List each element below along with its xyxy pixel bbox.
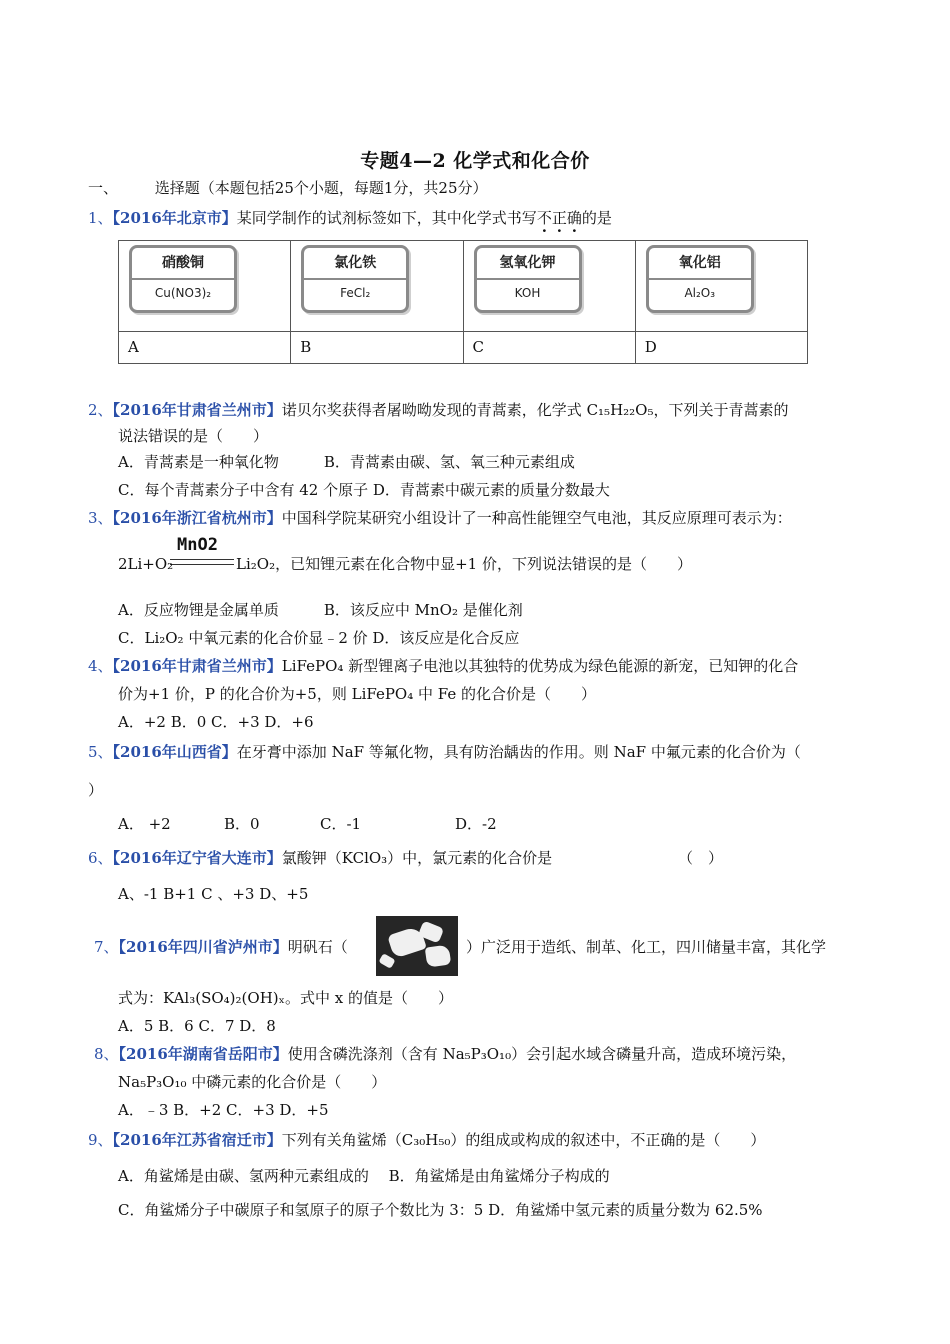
option-letter: C — [463, 332, 635, 364]
option-line: A．反应物锂是金属单质 B．该反应中 MnO₂ 是催化剂 — [118, 601, 523, 619]
question-text: 的是 — [581, 209, 612, 227]
emphasis-char: 正 — [551, 209, 567, 227]
question-2 — [88, 400, 789, 420]
equation-line — [170, 559, 234, 560]
option-line: A．+2 B．0 C．+3 D．+6 — [118, 713, 314, 731]
reagent-label — [474, 245, 582, 313]
question-number: 7、 — [94, 938, 119, 956]
question-source: 【2016年浙江省杭州市】 — [112, 509, 282, 527]
reagent-label-table — [118, 240, 808, 364]
question-text: 式为：KAl₃(SO₄)₂(OH)ₓ。式中 x 的值是（ ） — [118, 989, 453, 1007]
question-text: 下列有关角鲨烯（C₃₀H₅₀）的组成或构成的叙述中，不正确的是（ ） — [281, 1131, 766, 1149]
rock-fragment — [425, 944, 452, 967]
question-6 — [88, 848, 552, 868]
question-number: 3、 — [88, 509, 113, 527]
question-text: 明矾石（ — [287, 938, 348, 956]
reagent-formula: KOH — [514, 286, 541, 300]
label-cell — [463, 241, 635, 332]
question-number: 8、 — [94, 1045, 119, 1063]
option-d: D．-2 — [455, 815, 497, 833]
question-number: 6、 — [88, 849, 113, 867]
section-heading — [88, 178, 488, 198]
equation-left: 2Li+O₂ — [118, 555, 174, 573]
rock-fragment — [378, 953, 395, 969]
question-source: 【2016年甘肃省兰州市】 — [112, 657, 282, 675]
reagent-formula: Cu(NO3)₂ — [154, 286, 212, 300]
question-text: 中国科学院某研究小组设计了一种高性能锂空气电池，其反应原理可表示为： — [281, 509, 792, 527]
question-number: 1、 — [88, 209, 113, 227]
question-4 — [88, 656, 798, 676]
answer-blank: （ ） — [678, 849, 724, 867]
question-source: 【2016年江苏省宿迁市】 — [112, 1131, 282, 1149]
option-c: C．-1 — [320, 815, 362, 833]
equation-line — [170, 564, 234, 565]
option-line: C．Li₂O₂ 中氧元素的化合价显﹣2 价 D．该反应是化合反应 — [118, 629, 520, 647]
question-3 — [88, 508, 792, 528]
question-source: 【2016年北京市】 — [112, 209, 237, 227]
question-number: 2、 — [88, 401, 113, 419]
question-number: 9、 — [88, 1131, 113, 1149]
label-cell — [291, 241, 463, 332]
option-letter: A — [119, 332, 291, 364]
question-text: 在牙膏中添加 NaF 等氟化物，具有防治龋齿的作用。则 NaF 中氟元素的化合价为（ — [236, 743, 801, 761]
question-9 — [88, 1130, 765, 1150]
reagent-name: 氢氧化钾 — [477, 248, 579, 280]
option-line: A．青蒿素是一种氧化物 B．青蒿素由碳、氢、氧三种元素组成 — [118, 453, 575, 471]
question-7 — [94, 937, 348, 957]
question-8 — [94, 1044, 796, 1064]
reagent-formula: Al₂O₃ — [684, 286, 716, 300]
catalyst-label: MnO2 — [177, 535, 218, 555]
option-letter: B — [291, 332, 463, 364]
question-text: 诺贝尔奖获得者屠呦呦发现的青蒿素，化学式 C₁₅H₂₂O₅，下列关于青蒿素的 — [281, 401, 789, 419]
option-line: A、-1 B+1 C 、+3 D、+5 — [118, 885, 309, 903]
option-b: B．0 — [224, 815, 260, 833]
reagent-name: 硝酸铜 — [132, 248, 234, 280]
question-source: 【2016年山西省】 — [112, 743, 237, 761]
option-line: C．角鲨烯分子中碳原子和氢原子的原子个数比为 3：5 D．角鲨烯中氢元素的质量分数为 62.5% — [118, 1201, 763, 1219]
option-line: A．﹣3 B．+2 C．+3 D．+5 — [118, 1101, 329, 1119]
question-number: 5、 — [88, 743, 113, 761]
question-1 — [88, 208, 612, 228]
option-line: A．5 B．6 C．7 D．8 — [118, 1017, 276, 1035]
label-cell — [635, 241, 807, 332]
equation-right: Li₂O₂，已知锂元素在化合物中显+1 价，下列说法错误的是（ ） — [236, 555, 692, 573]
page-title: 专题4—2 化学式和化合价 — [360, 150, 590, 172]
question-text: ） — [88, 781, 104, 799]
section-text: 选择题（本题包括25个小题，每题1分，共25分） — [154, 179, 488, 197]
question-text: 价为+1 价，P 的化合价为+5，则 LiFePO₄ 中 Fe 的化合价是（ ） — [118, 685, 597, 703]
reagent-formula: FeCl₂ — [340, 286, 371, 300]
question-source: 【2016年辽宁省大连市】 — [112, 849, 282, 867]
reagent-label — [646, 245, 754, 313]
question-text: 说法错误的是（ ） — [118, 427, 269, 445]
question-text: 某同学制作的试剂标签如下，其中化学式书写 — [236, 209, 537, 227]
option-line: A．角鲨烯是由碳、氢两种元素组成的 B．角鲨烯是由角鲨烯分子构成的 — [118, 1167, 610, 1185]
reagent-label — [129, 245, 237, 313]
question-text: Na₅P₃O₁₀ 中磷元素的化合价是（ ） — [118, 1073, 387, 1091]
question-number: 4、 — [88, 657, 113, 675]
reagent-name: 氯化铁 — [304, 248, 406, 280]
option-a: A． +2 — [118, 815, 171, 833]
question-text: 使用含磷洗涤剂（含有 Na₅P₃O₁₀）会引起水域含磷量升高，造成环境污染， — [287, 1045, 797, 1063]
question-text: 氯酸钾（KClO₃）中，氯元素的化合价是 — [281, 849, 553, 867]
section-number: 一、 — [88, 179, 119, 197]
question-source: 【2016年湖南省岳阳市】 — [118, 1045, 288, 1063]
question-text: ）广泛用于造纸、制革、化工，四川储量丰富，其化学 — [466, 938, 827, 956]
reagent-name: 氧化铝 — [649, 248, 751, 280]
question-5 — [88, 742, 801, 762]
emphasis-char: 确 — [566, 209, 582, 227]
emphasis-char: 不 — [536, 209, 552, 227]
alunite-photo — [376, 916, 458, 976]
label-cell — [119, 241, 291, 332]
question-source: 【2016年四川省泸州市】 — [118, 938, 288, 956]
option-letter: D — [635, 332, 807, 364]
question-source: 【2016年甘肃省兰州市】 — [112, 401, 282, 419]
reagent-label — [301, 245, 409, 313]
question-text: LiFePO₄ 新型锂离子电池以其独特的优势成为绿色能源的新宠，已知钾的化合 — [281, 657, 799, 675]
option-line: C．每个青蒿素分子中含有 42 个原子 D．青蒿素中碳元素的质量分数最大 — [118, 481, 610, 499]
